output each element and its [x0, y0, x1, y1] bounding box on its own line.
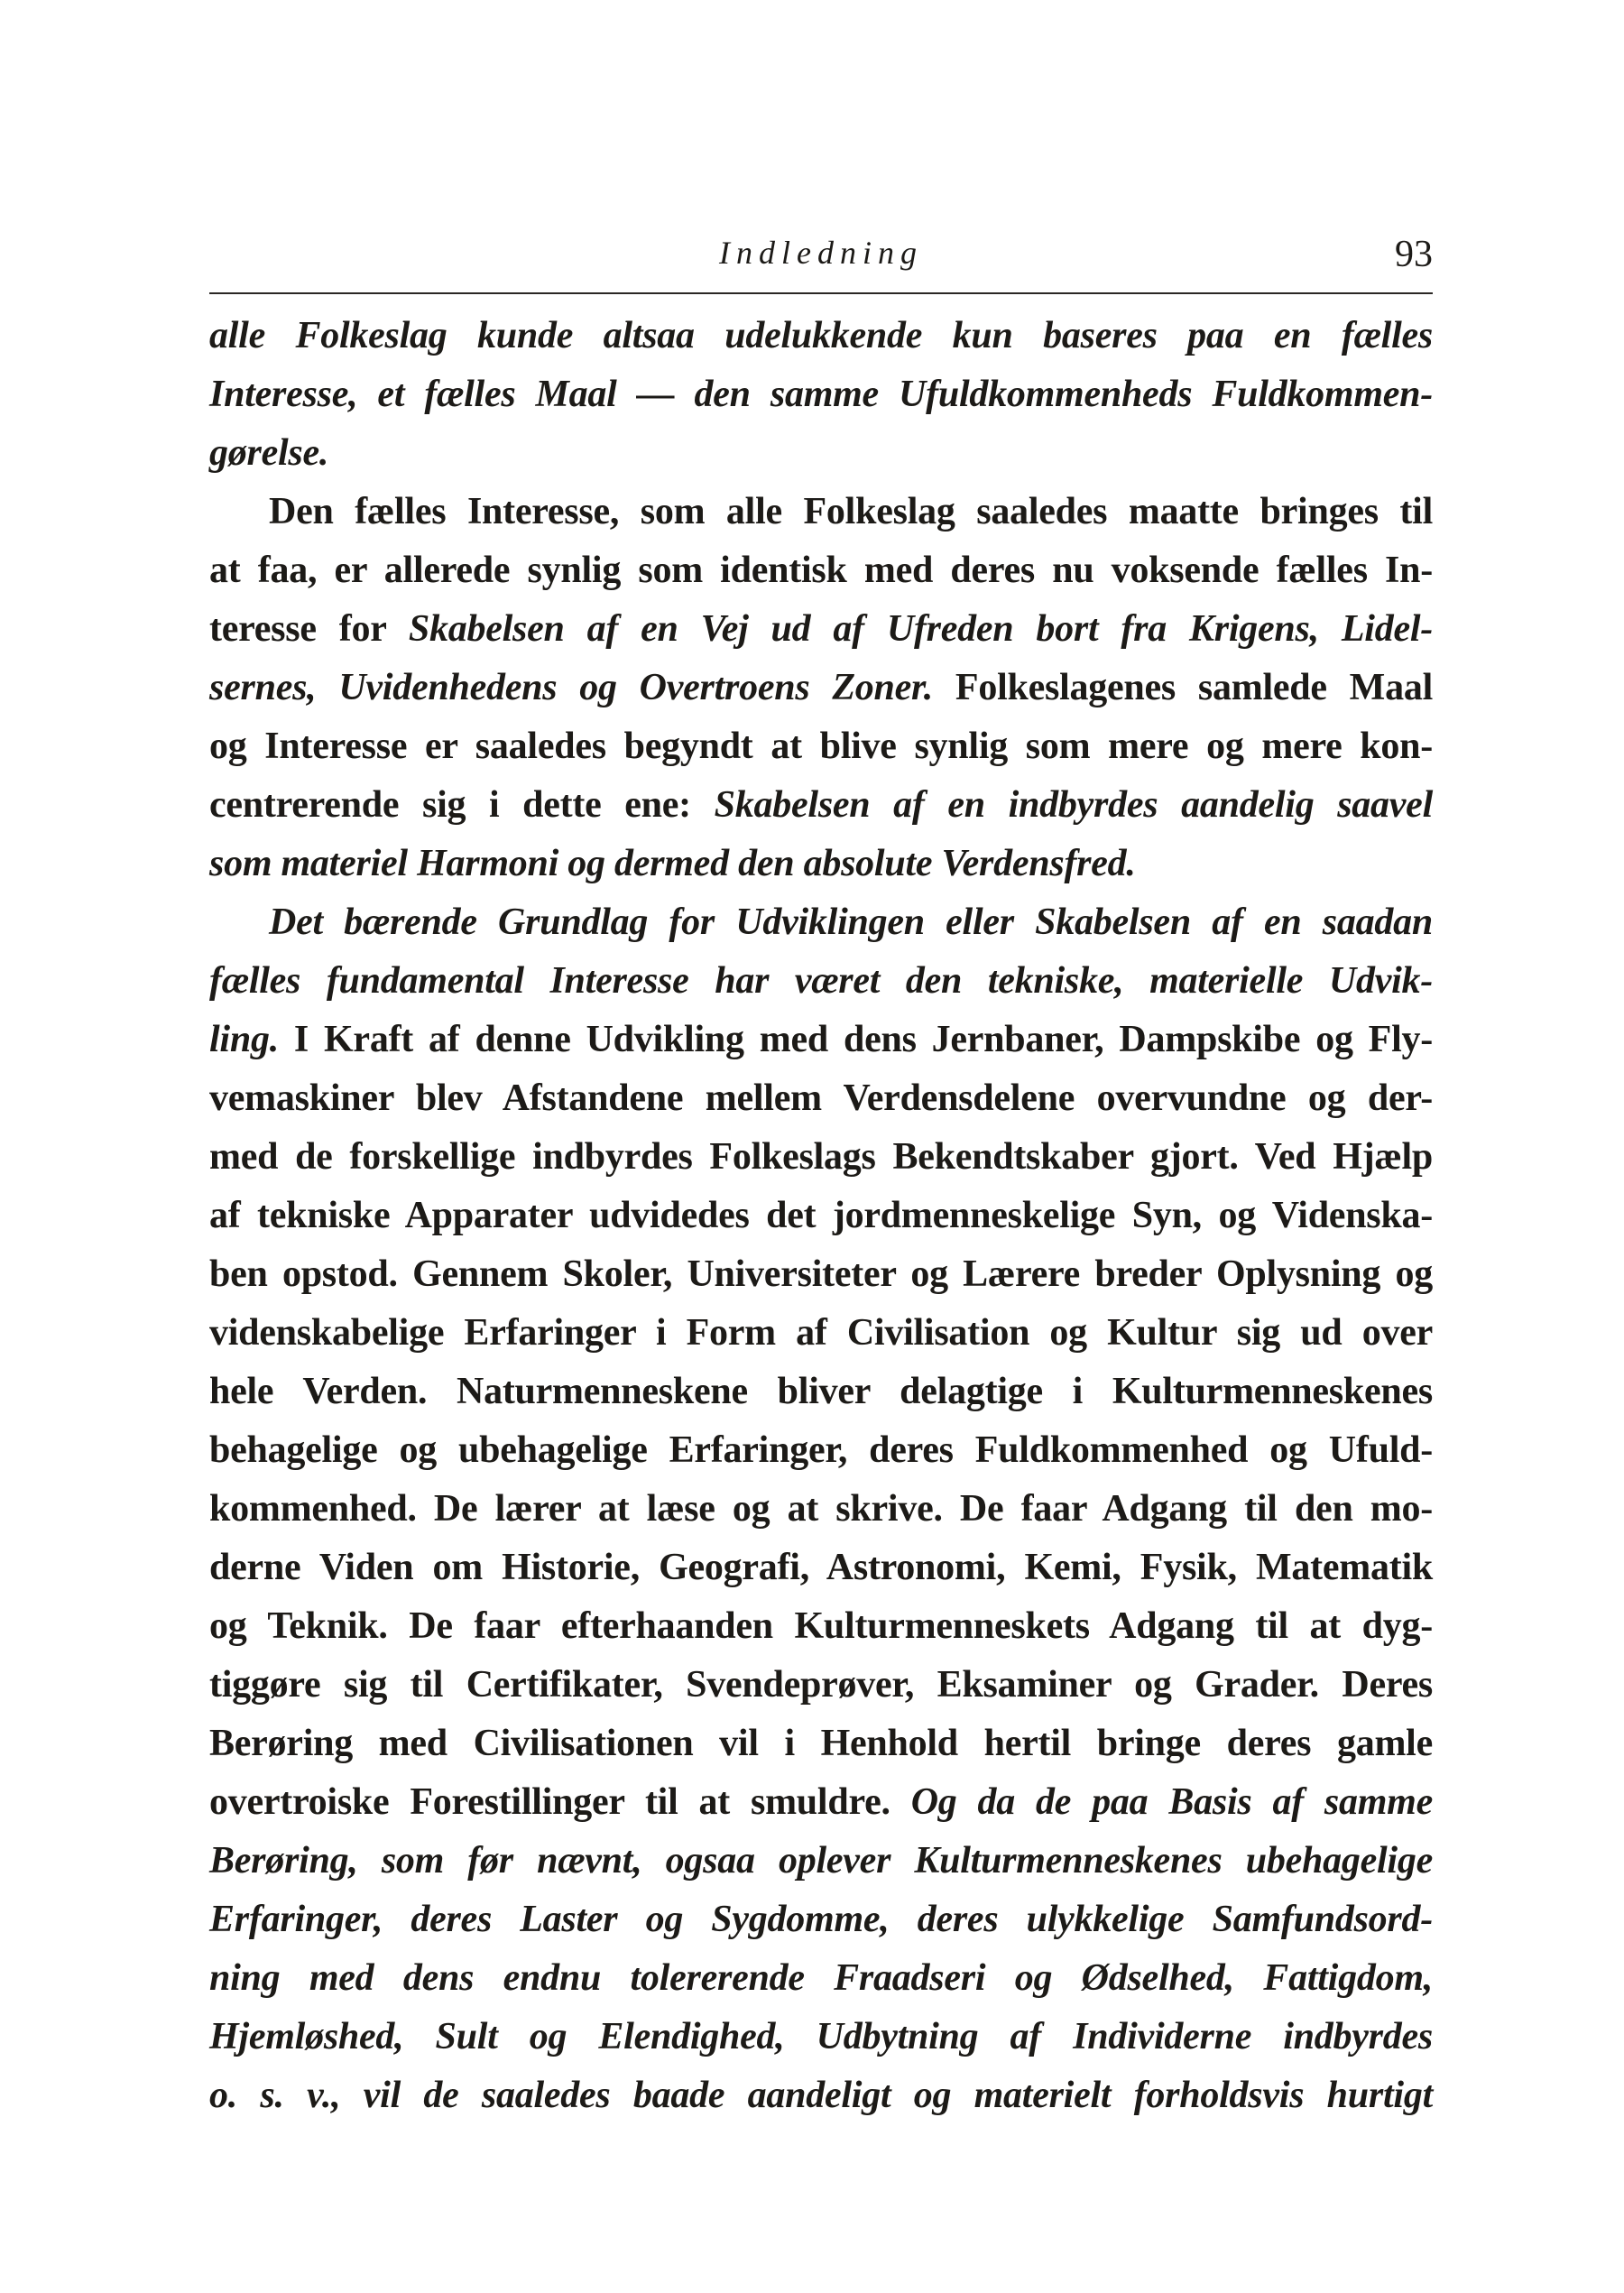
text-line	[209, 2008, 1433, 2066]
text-segment: Den fælles Interesse, som alle Folkeslag saaledes maatte bringes til	[269, 491, 1433, 532]
text-line	[209, 600, 1433, 659]
italic-text-segment: Berøring, som før nævnt, ogsaa oplever Kulturmenneskenes ubehagelige	[209, 1840, 1433, 1882]
text-line	[209, 1304, 1433, 1363]
text-line	[209, 424, 1433, 483]
italic-text-segment: ling.	[209, 1019, 279, 1060]
text-line	[209, 776, 1433, 835]
text-line	[209, 1363, 1433, 1421]
text-segment: af tekniske Apparater udvidedes det jordmenneskelige Syn, og Videnska-	[209, 1195, 1433, 1236]
text-line	[209, 1597, 1433, 1656]
text-line	[209, 952, 1433, 1011]
text-line	[209, 659, 1433, 717]
text-line	[209, 1832, 1433, 1891]
italic-text-segment: gørelse.	[209, 432, 329, 474]
page-number: 93	[1395, 234, 1433, 275]
text-segment: teresse for	[209, 608, 409, 650]
italic-text-segment: Erfaringer, deres Laster og Sygdomme, deres ulykkelige Samfundsord-	[209, 1899, 1433, 1940]
italic-text-segment: Interesse, et fælles Maal — den samme Ufuldkommenheds Fuldkommen-	[209, 374, 1433, 415]
italic-text-segment: Skabelsen af en indbyrdes aandelig saavel	[714, 784, 1433, 826]
body-text	[209, 307, 1433, 2125]
text-segment: ben opstod. Gennem Skoler, Universiteter og Lærere breder Oplysning og	[209, 1253, 1433, 1295]
text-line	[209, 1421, 1433, 1480]
running-header	[209, 227, 1433, 294]
text-segment: behagelige og ubehagelige Erfaringer, deres Fuldkommenhed og Ufuld-	[209, 1429, 1433, 1471]
italic-text-segment: som materiel Harmoni og dermed den absolute Verdensfred.	[209, 843, 1136, 884]
text-line	[209, 541, 1433, 600]
text-segment: at faa, er allerede synlig som identisk med deres nu voksende fælles In-	[209, 550, 1433, 591]
text-line	[209, 1539, 1433, 1597]
text-line	[209, 835, 1433, 893]
text-line	[209, 1128, 1433, 1187]
text-segment: derne Viden om Historie, Geografi, Astronomi, Kemi, Fysik, Matematik	[209, 1547, 1433, 1588]
text-line	[209, 1773, 1433, 1832]
text-line	[209, 1011, 1433, 1069]
text-line	[209, 365, 1433, 424]
text-segment: tiggøre sig til Certifikater, Svendeprøver, Eksaminer og Grader. Deres	[209, 1664, 1433, 1706]
text-segment: videnskabelige Erfaringer i Form af Civilisation og Kultur sig ud over	[209, 1312, 1433, 1354]
text-segment: og Teknik. De faar efterhaanden Kulturmenneskets Adgang til at dyg-	[209, 1605, 1433, 1647]
text-line	[209, 307, 1433, 365]
italic-text-segment: sernes, Uvidenhedens og Overtroens Zoner.	[209, 667, 934, 708]
text-line	[209, 1187, 1433, 1245]
text-line	[209, 1656, 1433, 1715]
text-line	[209, 1069, 1433, 1128]
italic-text-segment: Og da de paa Basis af samme	[910, 1781, 1433, 1823]
italic-text-segment: alle Folkeslag kunde altsaa udelukkende kun baseres paa en fælles	[209, 315, 1433, 356]
text-segment: Berøring med Civilisationen vil i Henhold hertil bringe deres gamle	[209, 1723, 1433, 1764]
text-segment: overtroiske Forestillinger til at smuldre.	[209, 1781, 911, 1823]
text-segment: kommenhed. De lærer at læse og at skrive. De faar Adgang til den mo-	[209, 1488, 1433, 1530]
italic-text-segment: Det bærende Grundlag for Udviklingen eller Skabelsen af en saadan	[269, 901, 1433, 943]
text-segment: og Interesse er saaledes begyndt at blive synlig som mere og mere kon-	[209, 726, 1433, 767]
text-line	[209, 483, 1433, 541]
text-segment: vemaskiner blev Afstandene mellem Verdensdelene overvundne og der-	[209, 1077, 1433, 1119]
text-line	[209, 1715, 1433, 1773]
text-line	[209, 1480, 1433, 1539]
text-segment: centrerende sig i dette ene:	[209, 784, 715, 826]
italic-text-segment: o. s. v., vil de saaledes baade aandeligt og materielt forholdsvis hurtigt	[209, 2075, 1433, 2116]
italic-text-segment: ning med dens endnu tolererende Fraadseri og Ødselhed, Fattigdom,	[209, 1957, 1433, 1999]
text-line	[209, 2066, 1433, 2125]
italic-text-segment: fælles fundamental Interesse har været den tekniske, materielle Udvik-	[209, 960, 1433, 1002]
text-segment: med de forskellige indbyrdes Folkeslags Bekendtskaber gjort. Ved Hjælp	[209, 1136, 1433, 1178]
chapter-title: Indledning	[719, 235, 923, 271]
text-segment: Folkeslagenes samlede Maal	[933, 667, 1433, 708]
italic-text-segment: Hjemløshed, Sult og Elendighed, Udbytning af Individerne indbyrdes	[209, 2016, 1433, 2057]
text-line	[209, 1891, 1433, 1949]
text-line	[209, 1949, 1433, 2008]
text-line	[209, 893, 1433, 952]
italic-text-segment: Skabelsen af en Vej ud af Ufreden bort fra Krigens, Lidel-	[408, 608, 1434, 650]
text-line	[209, 1245, 1433, 1304]
text-line	[209, 717, 1433, 776]
text-segment: I Kraft af denne Udvikling med dens Jernbaner, Dampskibe og Fly-	[278, 1019, 1433, 1060]
text-segment: hele Verden. Naturmenneskene bliver delagtige i Kulturmenneskenes	[209, 1371, 1433, 1412]
